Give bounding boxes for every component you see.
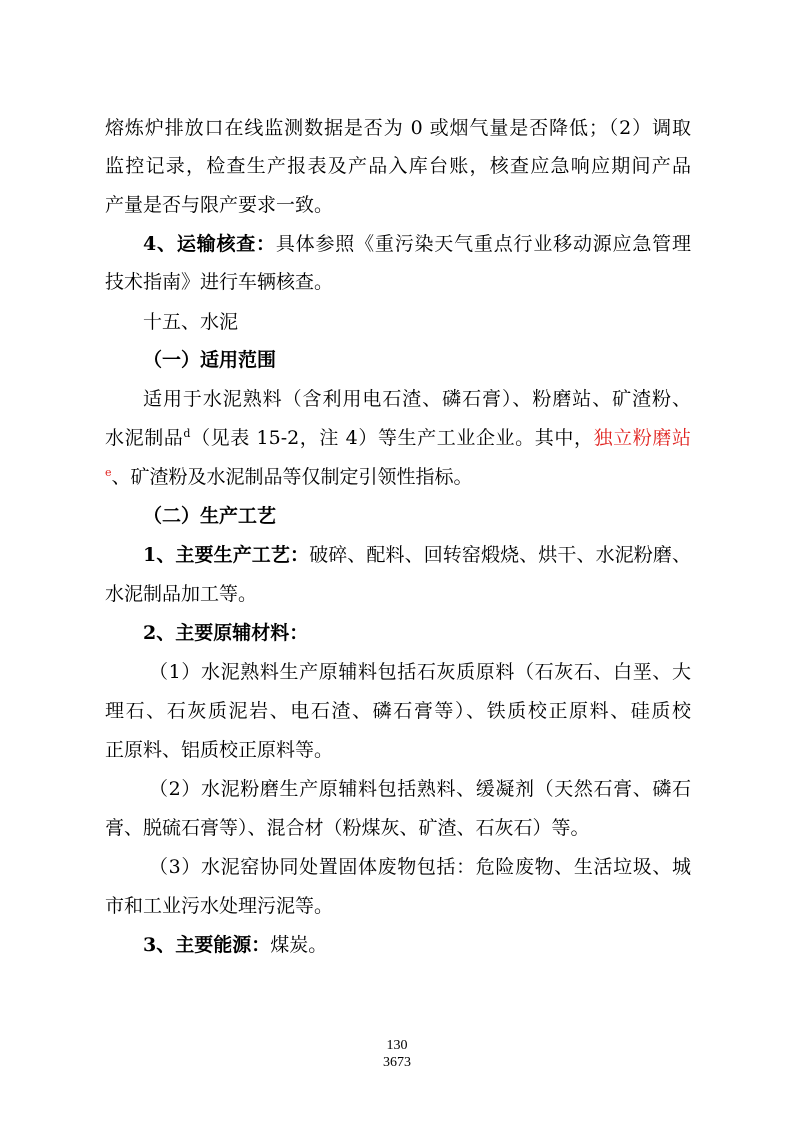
- process-line: [143, 543, 691, 567]
- body-line: 理石、石灰质泥岩、电石渣、磷石膏等）、铁质校正原料、硅质校: [105, 700, 691, 722]
- body-line: （2）水泥粉磨生产原辅料包括熟料、缓凝剂（天然石膏、磷石: [149, 778, 691, 800]
- section-heading: 1、主要生产工艺：: [143, 544, 310, 566]
- body-text: 破碎、配料、回转窑煅烧、烘干、水泥粉磨、: [309, 544, 691, 566]
- body-text: 煤炭。: [270, 934, 328, 956]
- body-line: 技术指南》进行车辆核查。: [105, 271, 334, 293]
- footnote-marker: d: [183, 427, 191, 440]
- body-line: （3）水泥窑协同处置固体废物包括：危险废物、生活垃圾、城: [149, 856, 691, 878]
- body-line: [105, 465, 691, 489]
- body-line: [105, 426, 691, 450]
- body-line: 适用于水泥熟料（含利用电石渣、磷石膏）、粉磨站、矿渣粉、: [143, 388, 691, 410]
- highlighted-text: 独立粉磨站: [593, 427, 691, 449]
- footnote-marker: e: [105, 466, 112, 479]
- energy-line: [143, 933, 691, 957]
- body-line: （1）水泥熟料生产原辅料包括石灰质原料（石灰石、白垩、大: [149, 661, 691, 683]
- body-line: 膏、脱硫石膏等）、混合材（粉煤灰、矿渣、石灰石）等。: [105, 817, 590, 839]
- body-line: 监控记录，检查生产报表及产品入库台账，核查应急响应期间产品: [105, 155, 691, 177]
- total-page-number: 3673: [383, 1055, 411, 1070]
- transport-check-line: [143, 232, 691, 256]
- subsection-heading: （二）生产工艺: [143, 505, 277, 527]
- body-text: 水泥制品: [105, 427, 184, 449]
- body-line: 熔炼炉排放口在线监测数据是否为 0 或烟气量是否降低；（2）调取: [105, 117, 691, 139]
- body-line: 产量是否与限产要求一致。: [105, 194, 334, 216]
- section-heading: 3、主要能源：: [143, 934, 271, 956]
- chapter-heading: 十五、水泥: [143, 311, 239, 333]
- section-heading: 2、主要原辅材料：: [143, 622, 309, 644]
- body-line: 正原料、铝质校正原料等。: [105, 739, 334, 761]
- body-text: 具体参照《重污染天气重点行业移动源应急管理: [275, 233, 691, 255]
- subsection-heading: （一）适用范围: [143, 349, 277, 371]
- body-line: 水泥制品加工等。: [105, 583, 258, 605]
- body-text: （见表 15-2，注 4）等生产工业企业。其中，: [190, 427, 594, 449]
- body-line: 市和工业污水处理污泥等。: [105, 895, 334, 917]
- body-text: 、矿渣粉及水泥制品等仅制定引领性指标。: [111, 466, 473, 488]
- page-number: 130: [386, 1038, 408, 1053]
- section-heading: 4、运输核查：: [143, 233, 276, 255]
